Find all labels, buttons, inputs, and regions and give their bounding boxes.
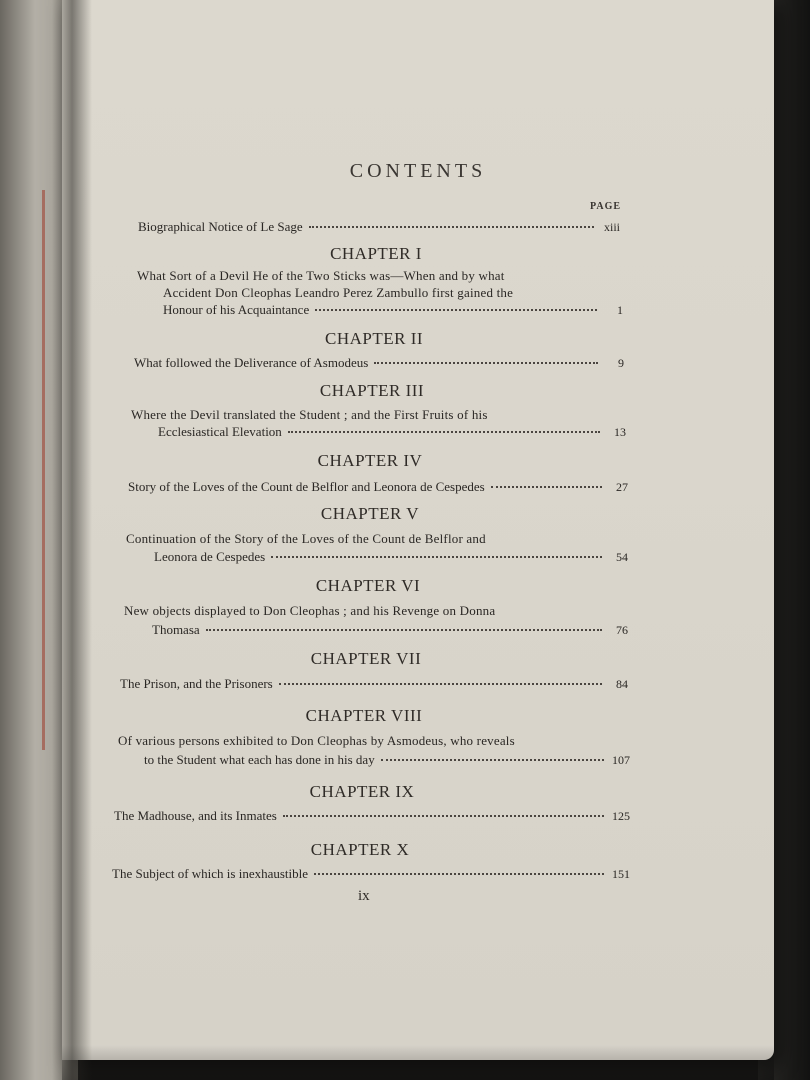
chapter-title: CHAPTER III	[319, 381, 425, 400]
toc-page-number: 9	[618, 356, 624, 370]
toc-entry-text: Leonora de Cespedes	[154, 549, 266, 564]
toc-entry-text: New objects displayed to Don Cleophas ; and his Revenge on Donna	[124, 603, 496, 618]
dot-leader	[206, 628, 602, 631]
page-heading: CONTENTS	[349, 160, 487, 182]
toc-page-number: 76	[616, 623, 628, 637]
toc-entry-text: The Subject of which is inexhaustible	[112, 866, 309, 881]
page-column-label: PAGE	[590, 201, 622, 212]
toc-entry-text: The Madhouse, and its Inmates	[114, 808, 277, 823]
toc-entry-text: Story of the Loves of the Count de Belflor and Leonora de Cespedes	[128, 479, 485, 494]
toc-entry-text: The Prison, and the Prisoners	[120, 676, 273, 691]
dot-leader	[309, 225, 594, 228]
dot-leader	[279, 682, 602, 685]
toc-entry-chapter-4	[128, 479, 628, 495]
toc-page-number: xiii	[603, 220, 620, 234]
dot-leader	[381, 758, 604, 761]
toc-entry-chapter-10	[112, 866, 630, 882]
book-page	[62, 0, 774, 1060]
chapter-title: CHAPTER V	[320, 504, 420, 523]
chapter-title: CHAPTER VIII	[305, 706, 423, 725]
toc-entry-text: Where the Devil translated the Student ; and the First Fruits of his	[131, 407, 488, 422]
toc-entry-chapter-3	[158, 424, 626, 440]
toc-entry-chapter-5	[154, 549, 628, 565]
toc-entry-text: Thomasa	[152, 622, 200, 637]
toc-entry-text: Ecclesiastical Elevation	[158, 424, 282, 439]
toc-page-number: 125	[612, 809, 630, 823]
page-shadow	[62, 1045, 774, 1080]
toc-entry-chapter-1	[163, 302, 623, 318]
toc-page-number: 84	[616, 677, 628, 691]
toc-entry-chapter-8	[144, 752, 630, 768]
dot-leader	[283, 814, 604, 817]
dot-leader	[271, 555, 602, 558]
dot-leader	[314, 872, 604, 875]
toc-page-number: 1	[617, 303, 623, 317]
chapter-title: CHAPTER IV	[317, 451, 423, 470]
toc-entry-chapter-9	[114, 808, 630, 824]
toc-entry-text: Honour of his Acquaintance	[163, 302, 310, 317]
toc-entry-text: What Sort of a Devil He of the Two Sticks was—When and by what	[137, 268, 505, 283]
chapter-title: CHAPTER II	[324, 329, 424, 348]
contents-page	[62, 0, 774, 1060]
chapter-title: CHAPTER IX	[309, 782, 415, 801]
toc-entry-notice	[138, 219, 620, 235]
toc-entry-text: to the Student what each has done in his day	[144, 752, 375, 767]
toc-entry-text: Biographical Notice of Le Sage	[138, 219, 303, 234]
toc-page-number: 107	[612, 753, 630, 767]
chapter-title: CHAPTER VII	[310, 649, 422, 668]
toc-entry-chapter-6	[152, 622, 628, 638]
toc-entry-chapter-2	[134, 355, 624, 371]
toc-page-number: 151	[612, 867, 630, 881]
chapter-title: CHAPTER I	[330, 244, 422, 263]
toc-page-number: 54	[616, 550, 628, 564]
toc-entry-chapter-7	[120, 676, 628, 692]
chapter-title: CHAPTER X	[310, 840, 410, 859]
spine-shadow	[52, 0, 92, 1080]
toc-entry-text: What followed the Deliverance of Asmodeus	[134, 355, 369, 370]
dot-leader	[374, 361, 598, 364]
toc-page-number: 27	[616, 480, 628, 494]
page-folio: ix	[358, 888, 370, 904]
toc-entry-text: Continuation of the Story of the Loves of the Count de Belflor and	[126, 531, 486, 546]
dot-leader	[288, 430, 600, 433]
toc-entry-text: Of various persons exhibited to Don Cleophas by Asmodeus, who reveals	[118, 733, 515, 748]
dot-leader	[491, 485, 602, 488]
dot-leader	[315, 308, 597, 311]
toc-page-number: 13	[614, 425, 626, 439]
toc-entry-text: Accident Don Cleophas Leandro Perez Zambullo first gained the	[163, 285, 514, 300]
page-edge-stain	[42, 190, 45, 750]
chapter-title: CHAPTER VI	[315, 576, 421, 595]
